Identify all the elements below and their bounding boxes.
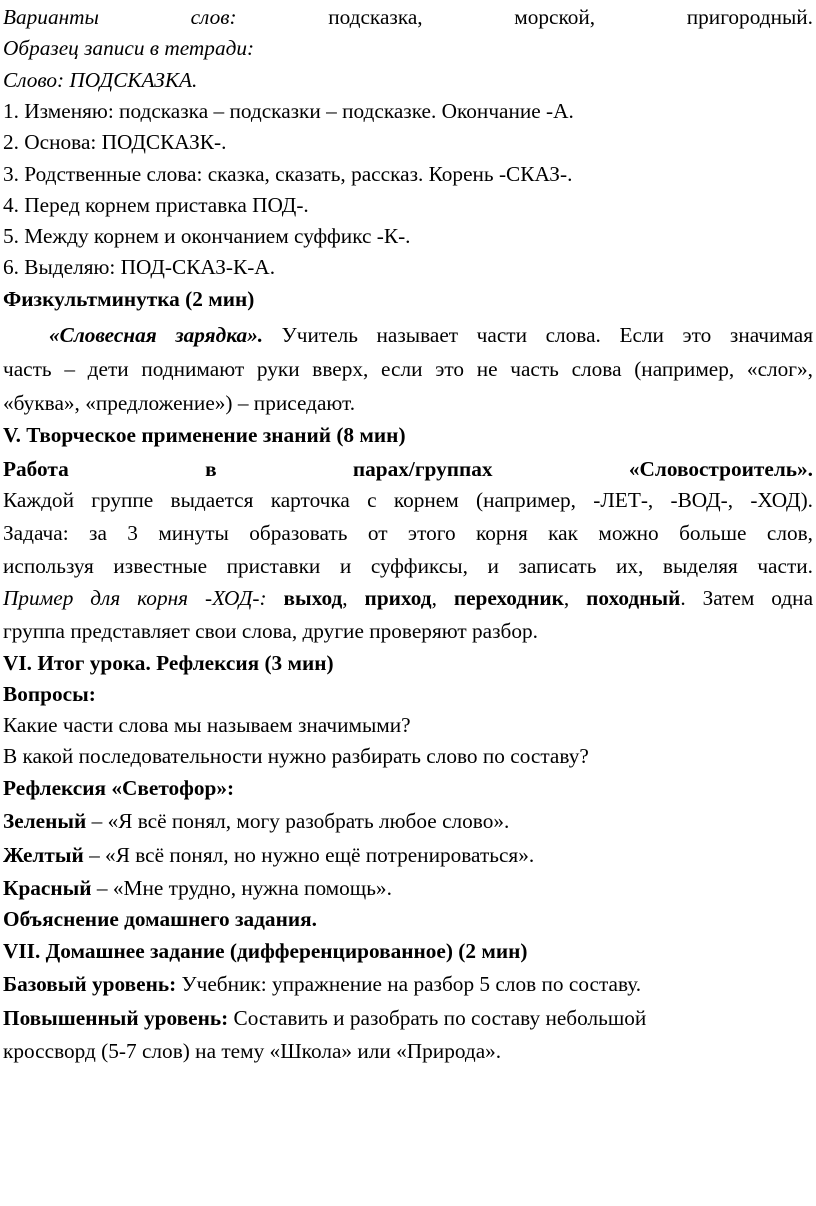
pair-work-word: парах/группах [352,457,493,481]
step-2: 2. Основа: ПОДСКАЗК-. [3,130,227,155]
task-line-3: используя известные приставки и суффиксы, и записать их, выделяя части. [3,554,813,578]
section-5-heading: V. Творческое применение знаний (8 мин) [3,423,406,447]
task-line-4: группа представляет свои слова, другие проверяют разбор. [3,619,538,643]
zaryadka-title: «Словесная зарядка». [49,323,264,347]
step-1: 1. Изменяю: подсказка – подсказки – подсказке. Окончание -А. [3,98,574,123]
basic-level-text: Учебник: упражнение на разбор 5 слов по составу. [176,972,642,996]
example-word: выход [283,586,343,610]
yellow-text: – «Я всё понял, но нужно ещё потренироваться». [83,843,535,867]
sample-label: Образец записи в тетради: [3,36,255,61]
zaryadka-line-3: «буква», «предложение») – приседают. [3,391,356,415]
word-label: Слово: ПОДСКАЗКА. [3,67,198,92]
yellow-line [3,840,813,871]
pair-work-word: «Словостроитель». [628,457,814,481]
zaryadka-line-2: часть – дети поднимают руки вверх, если это не часть слова (например, «слог», [3,357,813,381]
red-label: Красный [3,876,92,900]
advanced-level-label: Повышенный уровень: [3,1006,229,1030]
pair-work-heading [3,454,813,485]
reflection-label: Рефлексия «Светофор»: [3,776,235,800]
basic-level-label: Базовый уровень: [3,972,177,996]
variants-label: Варианты слов: [3,5,237,29]
example-word: переходник [453,586,564,610]
variant-word: морской, [514,5,596,29]
question-1: Какие части слова мы называем значимыми? [3,713,411,737]
advanced-level-line-2: кроссворд (5-7 слов) на тему «Школа» или «Природа». [3,1039,502,1063]
variant-word: пригородный. [686,5,813,29]
fizminutka-heading: Физкультминутка (2 мин) [3,286,255,311]
example-line: Пример для корня -ХОД-: выход, приход, переходник, походный. Затем одна [3,586,814,610]
homework-explain-heading: Объяснение домашнего задания. [3,907,317,931]
example-word: приход [364,586,432,610]
green-text: – «Я всё понял, могу разобрать любое слово». [86,809,510,833]
task-line-1: Каждой группе выдается карточка с корнем (например, -ЛЕТ-, -ВОД-, -ХОД). [3,488,813,512]
question-2: В какой последовательности нужно разбирать слово по составу? [3,744,589,768]
basic-level-line [3,969,813,1000]
task-line-2: Задача: за 3 минуты образовать от этого корня как можно больше слов, [3,521,813,545]
variants-line [3,2,813,33]
zaryadka-text: Учитель называет части слова. Если это значимая [263,323,813,347]
green-line [3,806,813,837]
pair-work-word: Работа [3,457,69,481]
red-text: – «Мне трудно, нужна помощь». [91,876,392,900]
advanced-level-line [3,1003,813,1034]
yellow-label: Желтый [3,843,84,867]
step-4: 4. Перед корнем приставка ПОД-. [3,192,309,217]
advanced-level-text: Составить и разобрать по составу небольшой [228,1006,647,1030]
variant-word: подсказка, [328,5,423,29]
questions-label: Вопросы: [3,682,96,706]
section-6-heading: VI. Итог урока. Рефлексия (3 мин) [3,651,334,675]
red-line [3,873,813,904]
step-3: 3. Родственные слова: сказка, сказать, рассказ. Корень -СКАЗ-. [3,161,573,186]
section-7-heading: VII. Домашнее задание (дифференцированное) (2 мин) [3,939,528,963]
step-6: 6. Выделяю: ПОД-СКАЗ-К-А. [3,255,276,280]
zaryadka-line-1 [3,320,813,351]
example-tail: . Затем одна [680,586,814,610]
pair-work-word: в [205,457,217,481]
green-label: Зеленый [3,809,87,833]
example-label: Пример для корня -ХОД-: [3,586,267,610]
example-word: походный [586,586,681,610]
step-5: 5. Между корнем и окончанием суффикс -К-. [3,224,411,249]
